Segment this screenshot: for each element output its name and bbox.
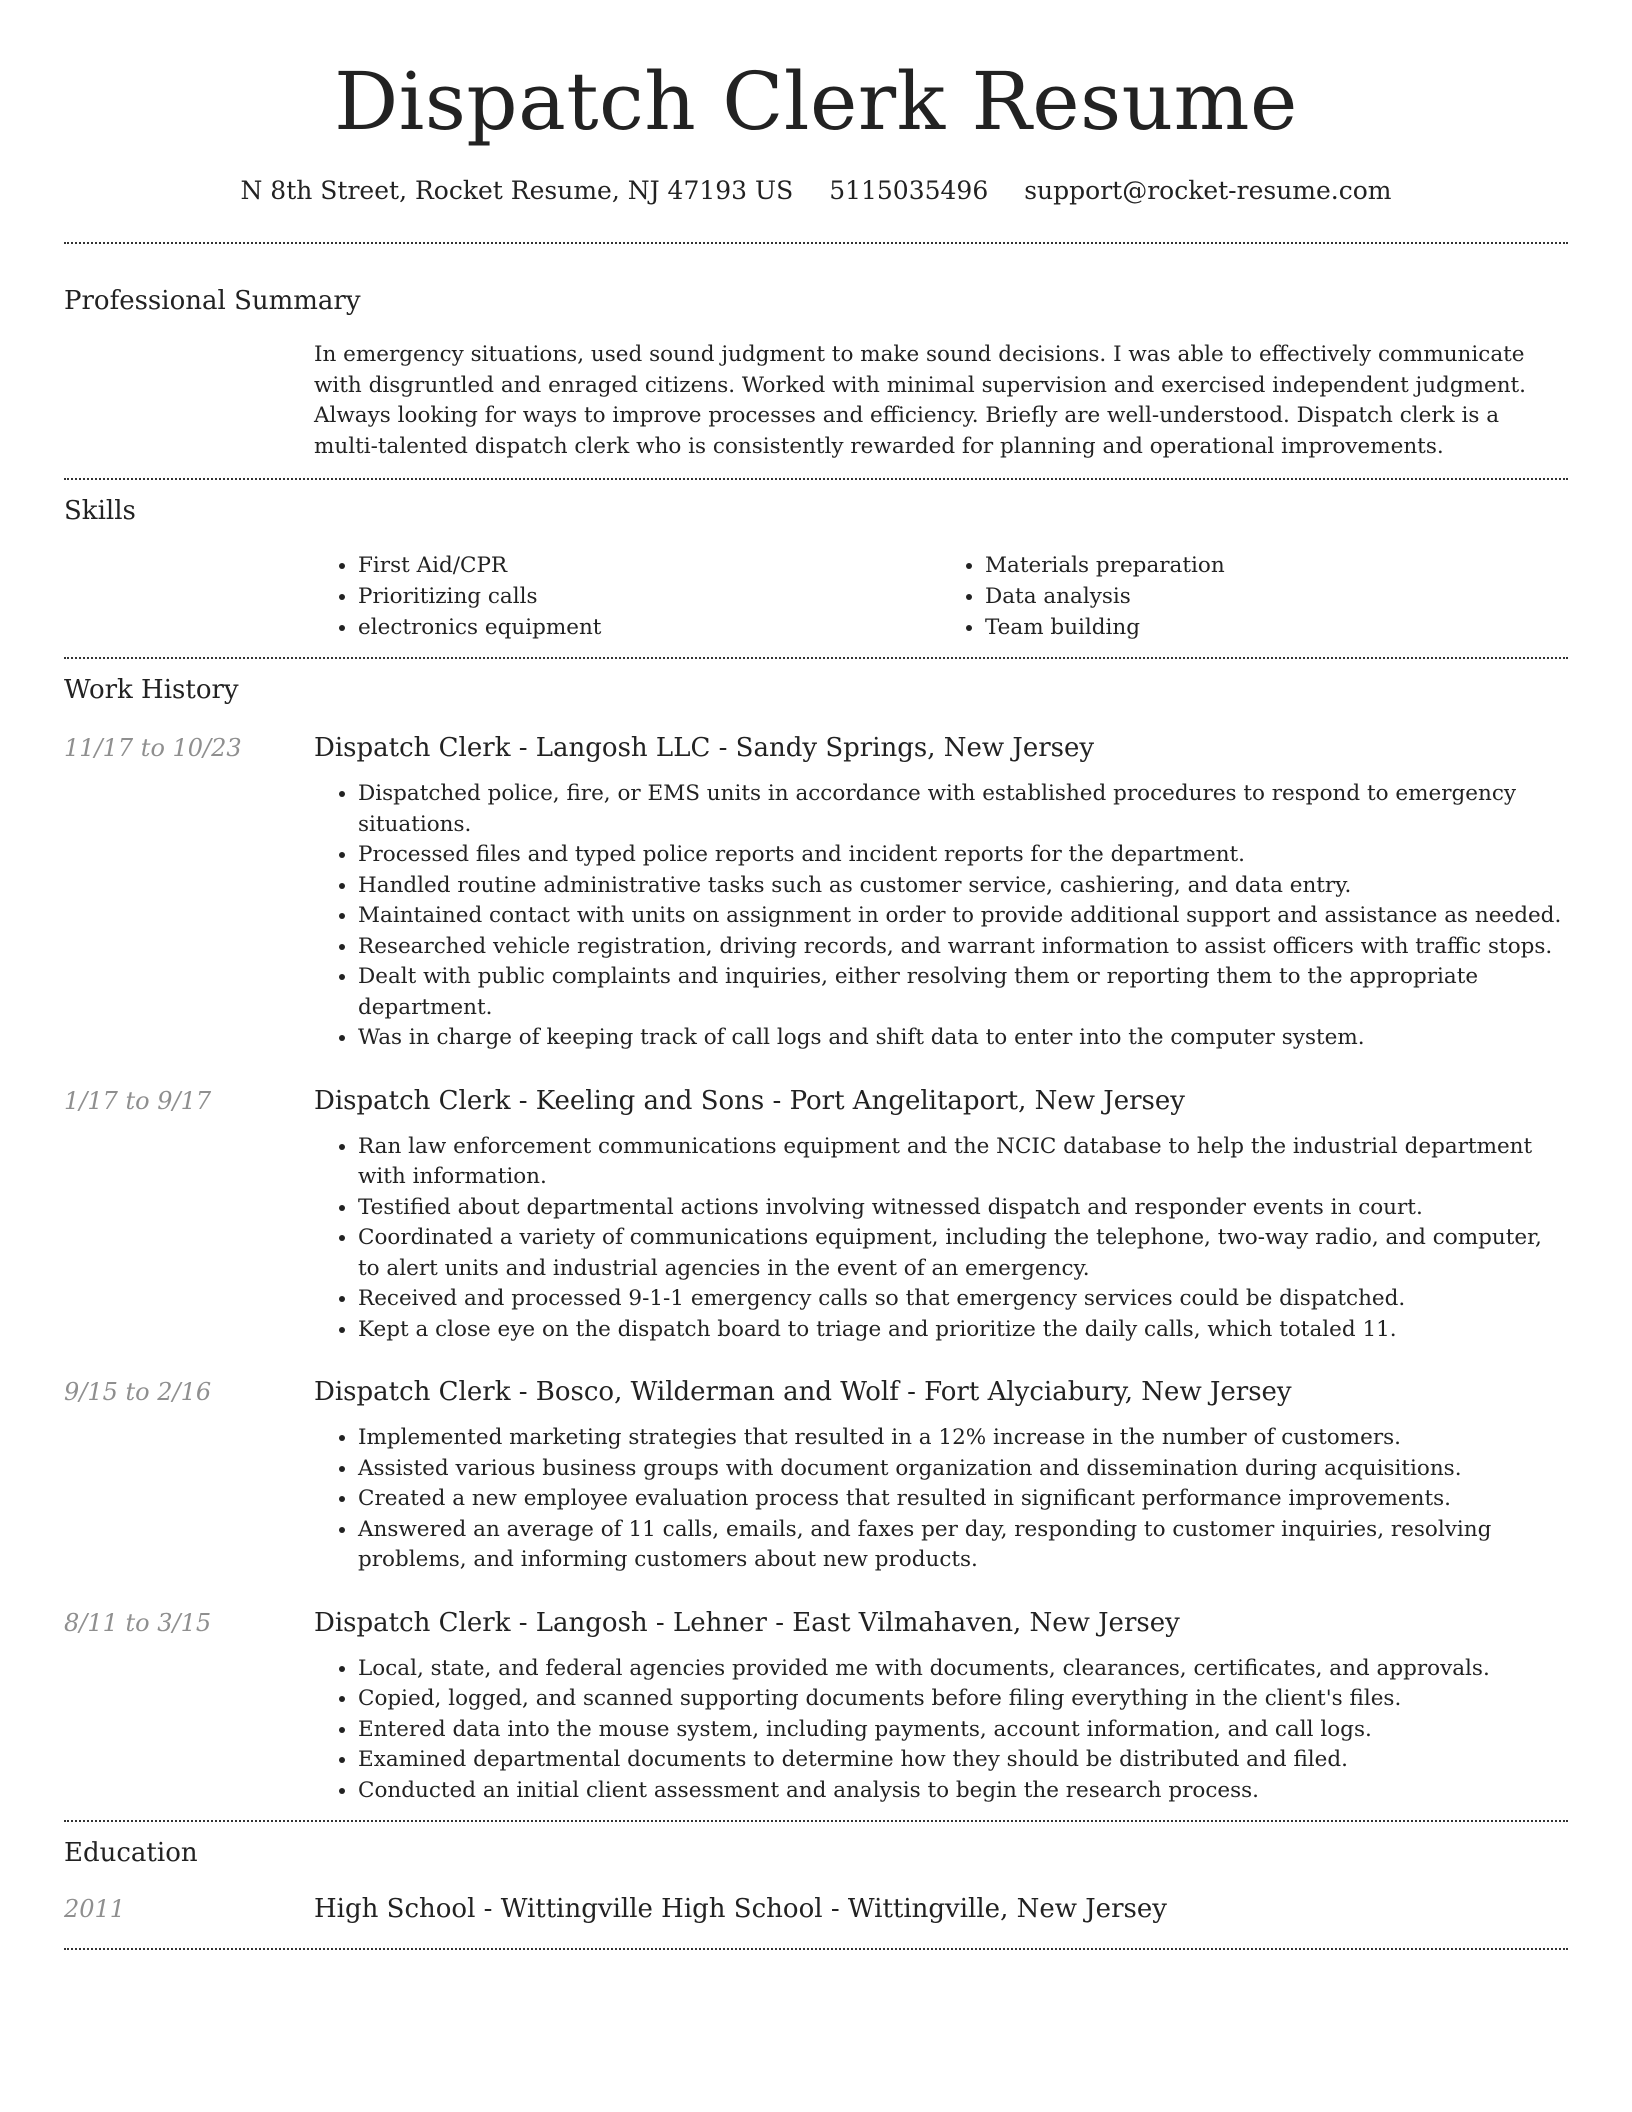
job-heading: Dispatch Clerk - Langosh LLC - Sandy Springs, New Jersey [314,733,1095,763]
education-heading: Education [64,1838,198,1868]
job-bullet: • Kept a close eye on the dispatch board to triage and prioritize the daily calls, which totaled 11. [358,1315,1568,1346]
job-bullet: • Examined departmental documents to determine how they should be distributed and filed. [358,1745,1568,1776]
education-entry [64,1892,1568,1926]
job-bullet: • Assisted various business groups with document organization and dissemination during acquisitions. [358,1454,1568,1485]
job-bullet: • Entered data into the mouse system, including payments, account information, and call logs. [358,1715,1568,1746]
job-bullet: • Ran law enforcement communications equipment and the NCIC database to help the industrial department with information. [358,1132,1568,1193]
skills-column-left [314,550,941,643]
job-bullet: • Answered an average of 11 calls, emails, and faxes per day, responding to customer inquiries, resolving problems, and informing customers about new products. [358,1515,1568,1576]
job-details [314,1084,1568,1346]
job-bullets [314,1654,1568,1807]
job-details [314,1375,1568,1576]
job-bullets [314,779,1568,1054]
job-heading: Dispatch Clerk - Langosh - Lehner - East Vilmahaven, New Jersey [314,1607,1180,1638]
job-bullet: • Conducted an initial client assessment and analysis to begin the research process. [358,1776,1568,1807]
job-entry [64,1084,1568,1346]
job-bullet: • Coordinated a variety of communications equipment, including the telephone, two-way radio, and computer, to alert units and industrial agencies in the event of an emergency. [358,1223,1568,1284]
skills-list [314,550,1568,643]
job-entry [64,1606,1568,1807]
job-bullet: • Dealt with public complaints and inquiries, either resolving them or reporting them to the appropriate department. [358,962,1568,1023]
job-bullet: • Copied, logged, and scanned supporting documents before filing everything in the client's files. [358,1684,1568,1715]
skill-item: • Prioritizing calls [358,581,941,612]
job-bullet: • Was in charge of keeping track of call logs and shift data to enter into the computer system. [358,1023,1568,1054]
job-bullet: • Local, state, and federal agencies provided me with documents, clearances, certificates, and approvals. [358,1654,1568,1685]
job-dates: 8/11 to 3/15 [64,1608,212,1637]
job-dates: 9/15 to 2/16 [64,1378,212,1406]
job-bullet: • Maintained contact with units on assignment in order to provide additional support and assistance as needed. [358,901,1568,932]
skill-item: • Materials preparation [985,550,1568,581]
divider [64,657,1568,659]
job-bullet: • Received and processed 9-1-1 emergency calls so that emergency services could be dispatched. [358,1284,1568,1315]
job-bullets [314,1132,1568,1346]
job-entry [64,731,1568,1054]
work-history-heading: Work History [64,675,239,705]
resume-title: Dispatch Clerk Resume [334,55,1298,148]
job-heading: Dispatch Clerk - Bosco, Wilderman and Wolf - Fort Alyciabury, New Jersey [314,1377,1292,1407]
divider [64,1820,1568,1822]
job-bullet: • Researched vehicle registration, driving records, and warrant information to assist officers with traffic stops. [358,932,1568,963]
contact-email: support@rocket-resume.com [1024,176,1392,205]
skill-item: • First Aid/CPR [358,550,941,581]
job-bullet: • Implemented marketing strategies that resulted in a 12% increase in the number of customers. [358,1423,1568,1454]
job-details [314,731,1568,1054]
job-dates: 1/17 to 9/17 [64,1086,212,1115]
job-dates: 11/17 to 10/23 [64,734,242,762]
job-bullet: • Created a new employee evaluation process that resulted in significant performance improvements. [358,1484,1568,1515]
job-bullet: • Handled routine administrative tasks such as customer service, cashiering, and data entry. [358,871,1568,902]
skill-item: • electronics equipment [358,612,941,643]
job-bullet: • Testified about departmental actions involving witnessed dispatch and responder events in court. [358,1193,1568,1224]
skills-heading: Skills [64,496,136,526]
job-bullet: • Processed files and typed police reports and incident reports for the department. [358,840,1568,871]
divider [64,242,1568,244]
job-bullet: • Dispatched police, fire, or EMS units in accordance with established procedures to respond to emergency situations. [358,779,1568,840]
job-details [314,1606,1568,1807]
skills-column-right [941,550,1568,643]
contact-line [64,174,1568,208]
education-heading-line: High School - Wittingville High School - Wittingville, New Jersey [314,1894,1167,1924]
divider [64,478,1568,480]
skill-item: • Team building [985,612,1568,643]
contact-phone: 5115035496 [829,176,989,205]
summary-text: In emergency situations, used sound judgment to make sound decisions. I was able to effectively communicate with disgruntled and enraged citizens. Worked with minimal supervision and exercised independent judgment. Always looking for ways to improve processes and efficiency. Briefly are well-understood. Dispatch clerk is a multi-talented dispatch clerk who is consistently rewarded for planning and operational improvements. [314,342,1527,459]
job-heading: Dispatch Clerk - Keeling and Sons - Port Angelitaport, New Jersey [314,1085,1185,1116]
summary-heading: Professional Summary [64,286,361,316]
education-year: 2011 [64,1895,126,1923]
job-entry [64,1375,1568,1576]
job-bullets [314,1423,1568,1576]
contact-address: N 8th Street, Rocket Resume, NJ 47193 US [240,176,794,205]
skill-item: • Data analysis [985,581,1568,612]
divider [64,1948,1568,1950]
